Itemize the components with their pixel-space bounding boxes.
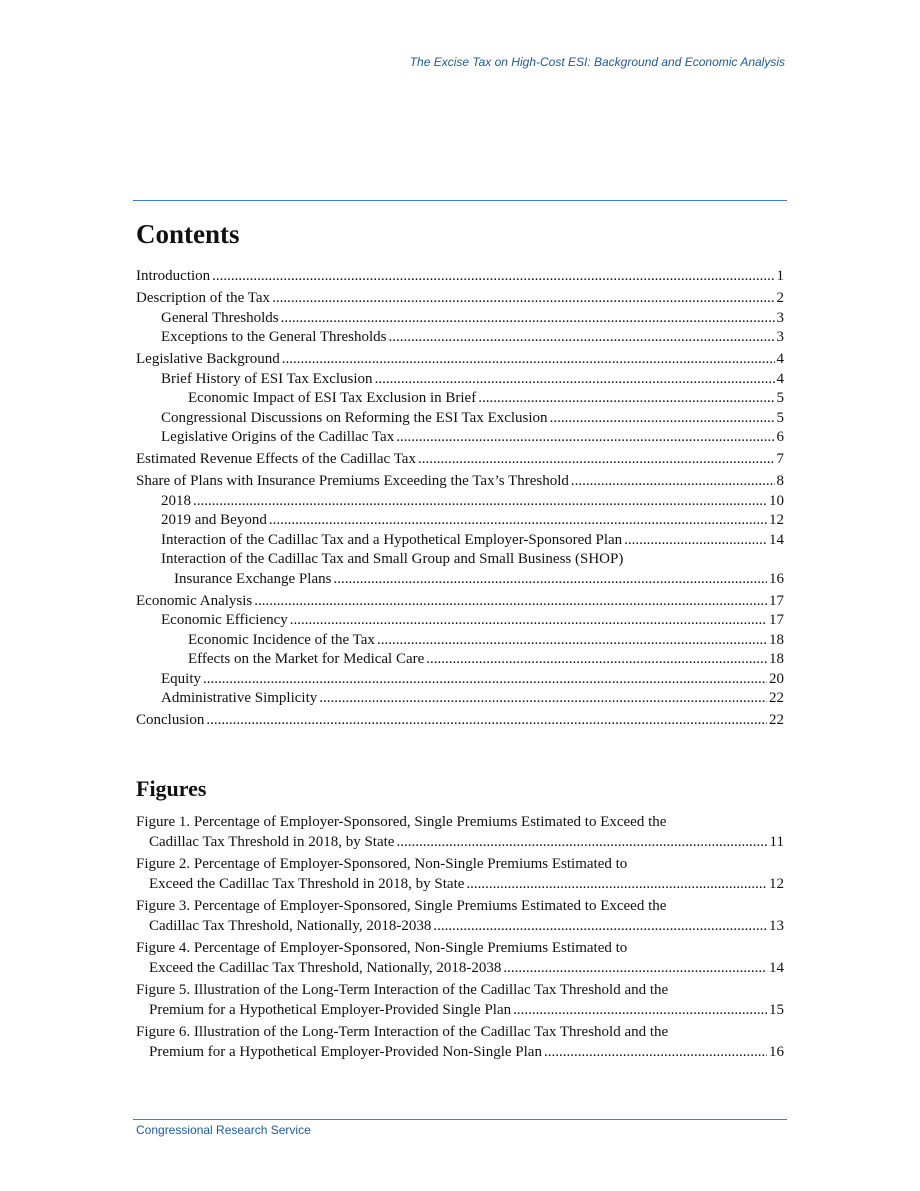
toc-entry-title: Introduction bbox=[136, 268, 211, 284]
toc-entry-title: Brief History of ESI Tax Exclusion bbox=[161, 370, 373, 387]
toc-entry-title: Estimated Revenue Effects of the Cadillac Tax bbox=[136, 451, 416, 467]
toc-entry-page: 6 bbox=[776, 429, 784, 445]
figure-entry-page: 11 bbox=[769, 833, 784, 850]
toc-entry-page: 5 bbox=[776, 390, 784, 406]
figure-entry-line1: Figure 2. Percentage of Employer-Sponsored, Non-Single Premiums Estimated to bbox=[136, 856, 628, 872]
figure-entry[interactable] bbox=[136, 939, 784, 978]
figure-entry-page: 16 bbox=[769, 1043, 784, 1060]
toc-entry[interactable] bbox=[136, 531, 784, 551]
figure-entry-line1: Figure 3. Percentage of Employer-Sponsored, Single Premiums Estimated to Exceed the bbox=[136, 898, 667, 914]
figure-entry[interactable] bbox=[136, 855, 784, 894]
toc-entry-title: Interaction of the Cadillac Tax and a Hypothetical Employer-Sponsored Plan bbox=[161, 531, 623, 548]
figure-entry-line2: Cadillac Tax Threshold in 2018, by State bbox=[149, 833, 395, 850]
toc-entry-title-line2: Insurance Exchange Plans bbox=[174, 570, 332, 587]
toc-entry-title: Economic Impact of ESI Tax Exclusion in Brief bbox=[188, 390, 477, 406]
figure-entry[interactable] bbox=[136, 1023, 784, 1062]
toc-entry[interactable] bbox=[136, 370, 784, 390]
toc-entry-page: 18 bbox=[769, 651, 784, 667]
figure-entry-line2: Premium for a Hypothetical Employer-Provided Non-Single Plan bbox=[149, 1043, 542, 1060]
toc-entry-page: 5 bbox=[776, 409, 784, 426]
figure-entry-cont bbox=[136, 1043, 784, 1063]
toc-entry-title: Equity bbox=[161, 670, 201, 687]
toc-entry-title: Economic Analysis bbox=[136, 592, 253, 609]
toc-entry-title: Economic Efficiency bbox=[161, 612, 288, 628]
figure-entry-page: 14 bbox=[769, 959, 784, 976]
toc-entry-page: 4 bbox=[776, 351, 784, 367]
toc-entry[interactable] bbox=[136, 711, 784, 731]
toc-entry[interactable] bbox=[136, 328, 784, 348]
figure-entry-line1: Figure 5. Illustration of the Long-Term Interaction of the Cadillac Tax Threshold and the bbox=[136, 982, 669, 998]
toc-entry-title: Exceptions to the General Thresholds bbox=[161, 329, 387, 345]
list-of-figures bbox=[136, 813, 784, 1065]
figure-entry-line2: Exceed the Cadillac Tax Threshold in 2018, by State bbox=[149, 875, 465, 892]
figure-entry[interactable] bbox=[136, 897, 784, 936]
figure-entry-cont bbox=[136, 833, 784, 853]
figure-entry[interactable] bbox=[136, 981, 784, 1020]
toc-entry-title: Description of the Tax bbox=[136, 290, 271, 306]
toc-entry-title: General Thresholds bbox=[161, 309, 279, 326]
footer-divider bbox=[133, 1119, 787, 1120]
toc-entry-page: 7 bbox=[776, 451, 784, 467]
toc-entry[interactable] bbox=[136, 611, 784, 631]
figure-entry-page: 13 bbox=[769, 917, 784, 934]
figure-entry-line1: Figure 1. Percentage of Employer-Sponsored, Single Premiums Estimated to Exceed the bbox=[136, 814, 667, 830]
running-header: The Excise Tax on High-Cost ESI: Background and Economic Analysis bbox=[409, 55, 785, 69]
toc-entry-page: 18 bbox=[769, 631, 784, 648]
figure-entry-cont bbox=[136, 875, 784, 895]
toc-entry[interactable] bbox=[136, 492, 784, 512]
figures-title: Figures bbox=[136, 776, 207, 801]
figure-entry[interactable] bbox=[136, 813, 784, 852]
toc-entry[interactable] bbox=[136, 309, 784, 329]
toc-entry-page: 12 bbox=[769, 512, 784, 528]
toc-entry-page: 14 bbox=[769, 531, 784, 548]
toc-entry[interactable] bbox=[136, 267, 784, 287]
figure-entry-page: 12 bbox=[769, 875, 784, 892]
toc-entry[interactable] bbox=[136, 409, 784, 429]
toc-entry-title: 2019 and Beyond bbox=[161, 512, 267, 528]
toc-entry[interactable] bbox=[136, 389, 784, 409]
toc-entry[interactable] bbox=[136, 428, 784, 448]
figure-entry-line1: Figure 4. Percentage of Employer-Sponsored, Non-Single Premiums Estimated to bbox=[136, 940, 628, 956]
toc-entry-page: 3 bbox=[776, 309, 784, 326]
toc-entry-page: 2 bbox=[776, 290, 784, 306]
toc-entry-title: Legislative Background bbox=[136, 351, 280, 367]
toc-entry-page: 8 bbox=[776, 473, 784, 489]
toc-entry-page: 17 bbox=[769, 612, 784, 628]
toc-entry-title: Economic Incidence of the Tax bbox=[188, 631, 375, 648]
toc-entry-page: 1 bbox=[776, 268, 784, 284]
toc-entry-title: Effects on the Market for Medical Care bbox=[188, 651, 425, 667]
toc-entry-title: Administrative Simplicity bbox=[161, 690, 318, 706]
figure-entry-line2: Cadillac Tax Threshold, Nationally, 2018-2038 bbox=[149, 917, 432, 934]
figure-entry-line2: Exceed the Cadillac Tax Threshold, Nationally, 2018-2038 bbox=[149, 959, 502, 976]
toc-entry-multiline[interactable] bbox=[136, 550, 784, 589]
toc-entry[interactable] bbox=[136, 650, 784, 670]
toc-entry[interactable] bbox=[136, 289, 784, 309]
header-divider bbox=[133, 200, 787, 201]
toc-entry[interactable] bbox=[136, 592, 784, 612]
toc-entry-title: Conclusion bbox=[136, 712, 205, 728]
toc-entry-page: 16 bbox=[769, 570, 784, 587]
footer-text: Congressional Research Service bbox=[136, 1123, 311, 1137]
table-of-contents bbox=[136, 267, 784, 731]
toc-entry-page: 4 bbox=[776, 370, 784, 387]
toc-entry-page: 22 bbox=[769, 690, 784, 706]
toc-entry[interactable] bbox=[136, 631, 784, 651]
figure-entry-page: 15 bbox=[769, 1001, 784, 1018]
toc-entry-page: 10 bbox=[769, 492, 784, 509]
toc-entry-title: Share of Plans with Insurance Premiums Exceeding the Tax’s Threshold bbox=[136, 473, 569, 489]
figure-entry-cont bbox=[136, 959, 784, 979]
toc-entry[interactable] bbox=[136, 511, 784, 531]
toc-entry[interactable] bbox=[136, 472, 784, 492]
toc-entry[interactable] bbox=[136, 450, 784, 470]
toc-entry[interactable] bbox=[136, 670, 784, 690]
figure-entry-line1: Figure 6. Illustration of the Long-Term Interaction of the Cadillac Tax Threshold and the bbox=[136, 1024, 669, 1040]
toc-entry-title-line1: Interaction of the Cadillac Tax and Small Group and Small Business (SHOP) bbox=[161, 551, 624, 567]
figure-entry-cont bbox=[136, 917, 784, 937]
toc-entry-page: 22 bbox=[769, 712, 784, 728]
toc-entry-title: Legislative Origins of the Cadillac Tax bbox=[161, 429, 395, 445]
contents-title: Contents bbox=[136, 219, 240, 249]
figure-entry-cont bbox=[136, 1001, 784, 1021]
toc-entry-page: 20 bbox=[769, 670, 784, 687]
figure-entry-line2: Premium for a Hypothetical Employer-Provided Single Plan bbox=[149, 1001, 512, 1018]
toc-entry bbox=[136, 570, 784, 590]
toc-entry[interactable] bbox=[136, 689, 784, 709]
toc-entry-page: 17 bbox=[769, 592, 784, 609]
toc-entry-title: Congressional Discussions on Reforming the ESI Tax Exclusion bbox=[161, 409, 548, 426]
toc-entry-page: 3 bbox=[776, 329, 784, 345]
toc-entry-title: 2018 bbox=[161, 492, 191, 509]
toc-entry[interactable] bbox=[136, 350, 784, 370]
